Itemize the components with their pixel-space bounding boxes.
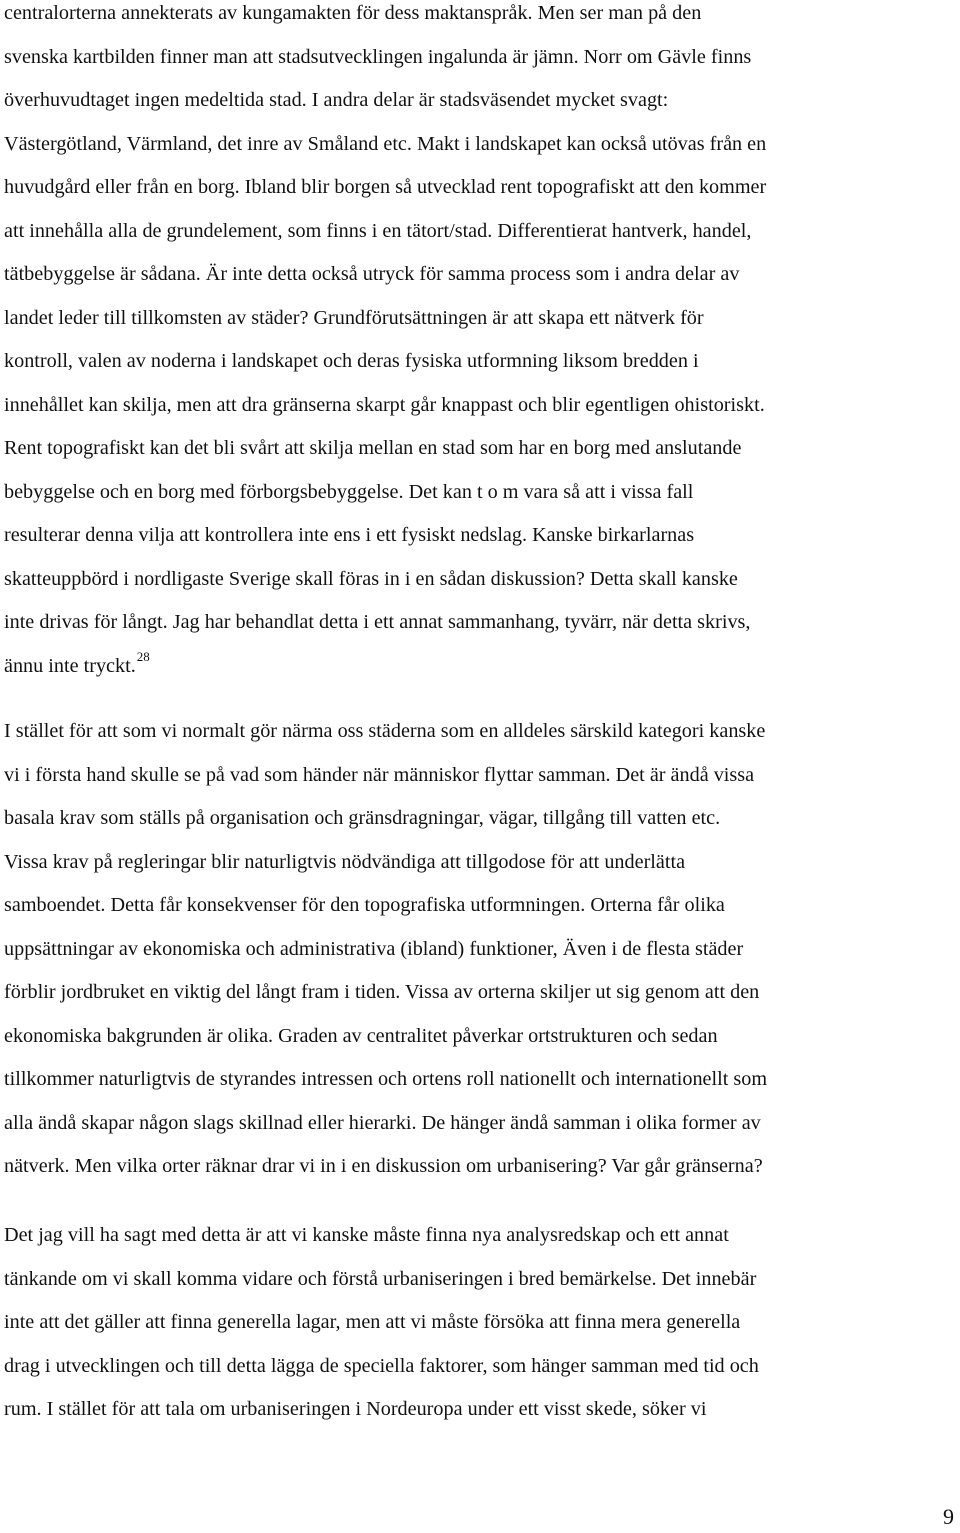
paragraph [4,718,960,1179]
text-line-content: alla ändå skapar någon slags skillnad eller hierarki. De hänger ändå samman i olika former av [4,1111,761,1134]
text-line [4,392,960,436]
text-line [4,261,960,305]
text-line-content: basala krav som ställs på organisation och gränsdragningar, vägar, tillgång till vatten etc. [4,807,721,829]
text-line-content: resulterar denna vilja att kontrollera inte ens i ett fysiskt nedslag. Kanske birkarlarnas [4,524,695,546]
text-line-content: nätverk. Men vilka orter räknar drar vi in i en diskussion om urbanisering? Var går gränserna? [4,1155,763,1177]
text-line [4,648,960,679]
text-line-content: landet leder till tillkomsten av städer? Grundförutsättningen är att skapa ett nätverk för [4,306,704,329]
text-line [4,87,960,131]
text-line [4,805,960,849]
text-line [4,44,960,88]
text-line [4,1222,960,1266]
text-line [4,609,960,653]
text-line-content: Vissa krav på regleringar blir naturligtvis nödvändiga att tillgodose för att underlätta [4,850,686,873]
text-line [4,1066,960,1110]
text-line-content: ekonomiska bakgrunden är olika. Graden av centralitet påverkar ortstrukturen och sedan [4,1024,718,1047]
text-line-content: tillkommer naturligtvis de styrandes intressen och ortens roll nationellt och internationellt som [4,1068,768,1090]
text-line [4,305,960,349]
text-line-content: svenska kartbilden finner man att stadsutvecklingen ingalunda är jämn. Norr om Gävle finns [4,45,752,68]
text-line-content: uppsättningar av ekonomiska och administrativa (ibland) funktioner, Även i de flesta städer [4,937,744,960]
text-line-content: att innehålla alla de grundelement, som finns i en tätort/stad. Differentierat hantverk, handel, [4,219,752,242]
text-line-content: överhuvudtaget ingen medeltida stad. I andra delar är stadsväsendet mycket svagt: [4,89,669,111]
text-line [4,522,960,566]
text-line [4,849,960,893]
text-line [4,174,960,218]
text-line-content: inte att det gäller att finna generella lagar, men att vi måste försöka att finna mera generella [4,1311,741,1333]
text-line-content: ännu inte tryckt. [4,654,136,677]
text-line-content: inte drivas för långt. Jag har behandlat detta i ett annat sammanhang, tyvärr, när detta skrivs, [4,611,751,633]
text-line [4,762,960,806]
text-line-content: I stället för att som vi normalt gör närma oss städerna som en alldeles särskild kategori kanske [4,720,766,742]
text-line [4,218,960,262]
text-line-content: huvudgård eller från en borg. Ibland blir borgen så utvecklad rent topografiskt att den kommer [4,176,767,198]
text-line [4,936,960,980]
footnote-reference: 28 [136,648,150,664]
paragraph [4,0,960,679]
text-line [4,718,960,762]
text-line [4,1110,960,1154]
page-number: 9 [943,1504,954,1529]
text-line [4,348,960,392]
text-line [4,1353,960,1397]
text-line [4,0,960,44]
text-line [4,479,960,523]
text-line-content: innehållet kan skilja, men att dra gränserna skarpt går knappast och blir egentligen ohistoriskt. [4,393,765,416]
text-line-content: tänkande om vi skall komma vidare och förstå urbaniseringen i bred bemärkelse. Det innebär [4,1267,757,1290]
text-line [4,892,960,936]
text-line-content: samboendet. Detta får konsekvenser för den topografiska utformningen. Orterna får olika [4,894,725,916]
text-line [4,435,960,479]
text-line-content: kontroll, valen av noderna i landskapet och deras fysiska utformning liksom bredden i [4,350,699,372]
text-line-content: tätbebyggelse är sådana. Är inte detta också utryck för samma process som i andra delar av [4,263,740,285]
text-line [4,1023,960,1067]
text-line [4,1309,960,1353]
text-line-content: bebyggelse och en borg med förborgsbebyggelse. Det kan t o m vara så att i vissa fall [4,480,694,503]
text-line-content: förblir jordbruket en viktig del långt fram i tiden. Vissa av orterna skiljer ut sig genom att den [4,981,760,1003]
text-line [4,131,960,175]
paragraph [4,1222,960,1422]
text-line-content: drag i utvecklingen och till detta lägga de speciella faktorer, som hänger samman med tid och [4,1354,759,1377]
text-line [4,979,960,1023]
text-line [4,1266,960,1310]
text-line-content: skatteuppbörd i nordligaste Sverige skall föras in i en sådan diskussion? Detta skall kanske [4,567,738,590]
text-line-content: vi i första hand skulle se på vad som händer när människor flyttar samman. Det är ändå vissa [4,763,755,786]
text-line [4,1153,960,1179]
text-line [4,566,960,610]
text-line-content: Det jag vill ha sagt med detta är att vi kanske måste finna nya analysredskap och ett annat [4,1224,729,1246]
text-line-content: centralorterna annekterats av kungamakten för dess maktanspråk. Men ser man på den [4,2,702,24]
text-line-content: Västergötland, Värmland, det inre av Småland etc. Makt i landskapet kan också utövas från en [4,132,767,155]
text-line-content: rum. I stället för att tala om urbaniseringen i Nordeuropa under ett visst skede, söker vi [4,1398,707,1420]
text-line-content: Rent topografiskt kan det bli svårt att skilja mellan en stad som har en borg med anslutande [4,437,742,459]
text-line [4,1396,960,1422]
